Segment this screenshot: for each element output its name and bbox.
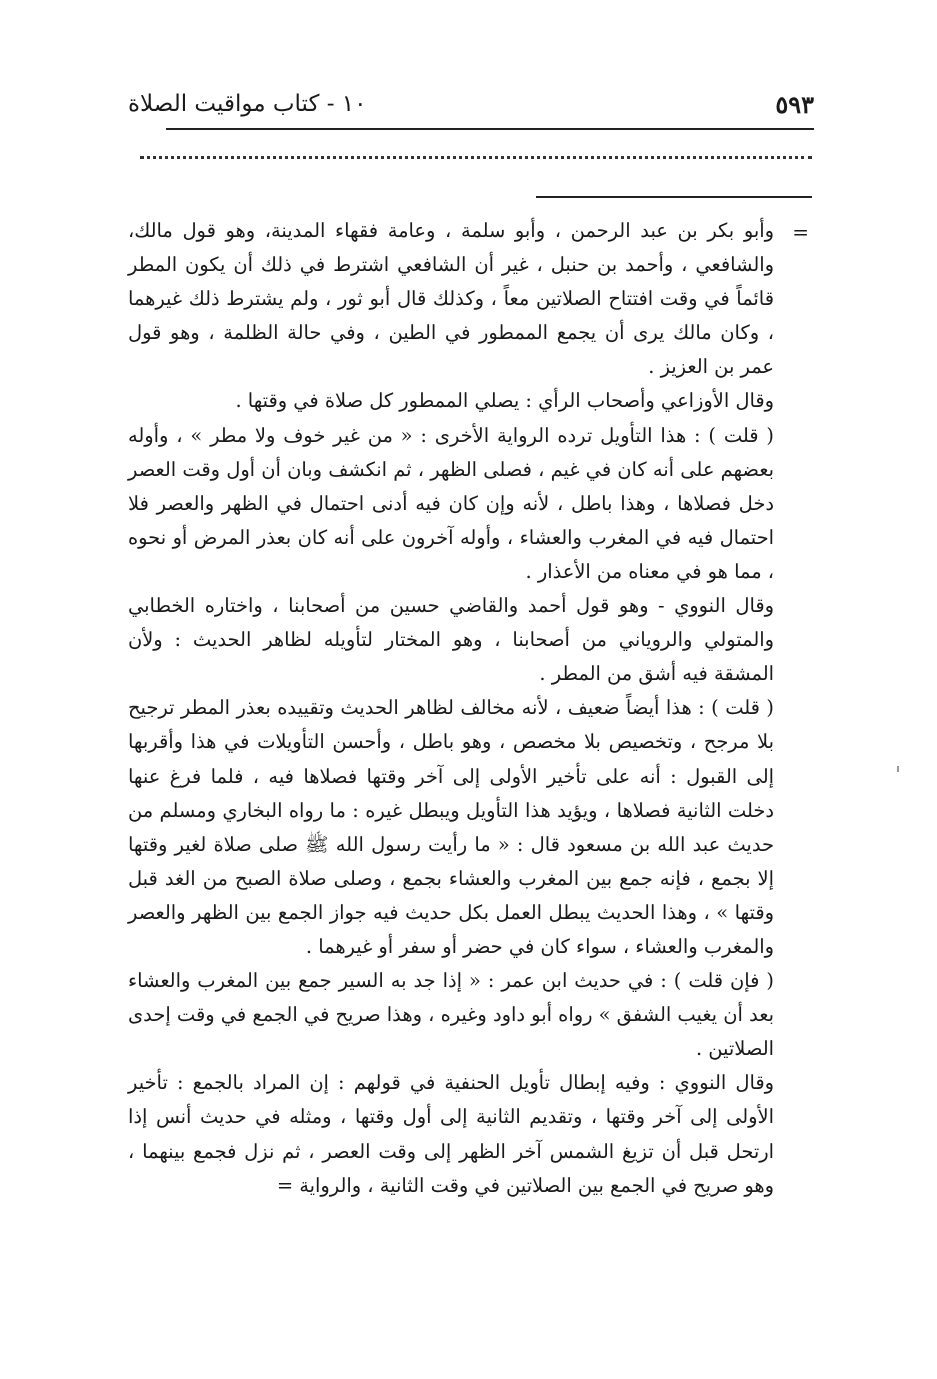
footnote-continuation-mark: =: [792, 220, 809, 244]
margin-mark: [897, 766, 899, 772]
dotted-separator: [140, 156, 812, 159]
chapter-title: ١٠ - كتاب مواقيت الصلاة: [128, 91, 367, 117]
footnote-text: [128, 214, 774, 1203]
page-number: ٥٩٣: [775, 89, 814, 119]
footnote-paragraph: ( قلت ) : هذا أيضاً ضعيف ، لأنه مخالف لظاهر الحديث وتقييده بعذر المطر ترجيح بلا مرجح ، وتخصيص بلا مخصص ، وهو باطل ، وأحسن التأويلات في هذا وأقربها إلى القبول : أنه على تأخير الأولى إلى آخر وقتها فصلاها فيه ، فلما فرغ عنها دخلت الثانية فصلاها ، ويؤيد هذا التأويل ويبطل غيره : ما رواه البخاري ومسلم من حديث عبد الله بن مسعود قال : « ما رأيت رسول الله ﷺ صلى صلاة لغير وقتها إلا بجمع ، فإنه جمع بين المغرب والعشاء بجمع ، وصلى صلاة الصبح من الغد قبل وقتها » ، وهذا الحديث يبطل العمل بكل حديث فيه جواز الجمع بين الظهر والعصر والمغرب والعشاء ، سواء كان في حضر أو سفر أو غيرهما .: [128, 696, 774, 958]
footnote-paragraph: ( قلت ) : هذا التأويل ترده الرواية الأخرى : « من غير خوف ولا مطر » ، وأوله بعضهم على أنه كان في غيم ، فصلى الظهر ، ثم انكشف وبان أن أول وقت العصر دخل فصلاها ، وهذا باطل ، لأنه وإن كان فيه أدنى احتمال في الظهر والعصر فلا احتمال فيه في المغرب والعشاء ، وأوله آخرون على أنه كان بعذر المرض أو نحوه ، مما هو في معناه من الأعذار .: [128, 423, 774, 583]
footnote-separator-rule: [536, 196, 812, 198]
footnote-paragraph: وقال النووي - وهو قول أحمد والقاضي حسين من أصحابنا ، واختاره الخطابي والمتولي والروياني من أصحابنا ، وهو المختار لتأويله لظاهر الحديث : ولأن المشقة فيه أشق من المطر .: [128, 594, 774, 686]
footnote-paragraph: وأبو بكر بن عبد الرحمن ، وأبو سلمة ، وعامة فقهاء المدينة، وهو قول مالك، والشافعي ، وأحمد بن حنبل ، غير أن الشافعي اشترط في ذلك أن يكون المطر قائماً في وقت افتتاح الصلاتين معاً ، وكذلك قال أبو ثور ، ولم يشترط ذلك غيرهما ، وكان مالك يرى أن يجمع الممطور في الطين ، وفي حالة الظلمة ، وهو قول عمر بن العزيز .: [128, 219, 774, 379]
footnote-paragraph: وقال النووي : وفيه إبطال تأويل الحنفية في قولهم : إن المراد بالجمع : تأخير الأولى إلى آخر وقتها ، وتقديم الثانية إلى أول وقتها ، ومثله في حديث أنس إذا ارتحل قبل أن تزيغ الشمس آخر الظهر إلى وقت العصر ، ثم نزل فجمع بينهما ، وهو صريح في الجمع بين الصلاتين في وقت الثانية ، والرواية =: [128, 1071, 774, 1197]
header-rule: [166, 128, 814, 130]
footnote-paragraph: وقال الأوزاعي وأصحاب الرأي : يصلي الممطور كل صلاة في وقتها .: [235, 389, 774, 413]
running-header: [128, 84, 814, 124]
footnote-paragraph: ( فإن قلت ) : في حديث ابن عمر : « إذا جد به السير جمع بين المغرب والعشاء بعد أن يغيب الشفق » رواه أبو داود وغيره ، وهذا صريح في الجمع في وقت إحدى الصلاتين .: [128, 969, 774, 1061]
